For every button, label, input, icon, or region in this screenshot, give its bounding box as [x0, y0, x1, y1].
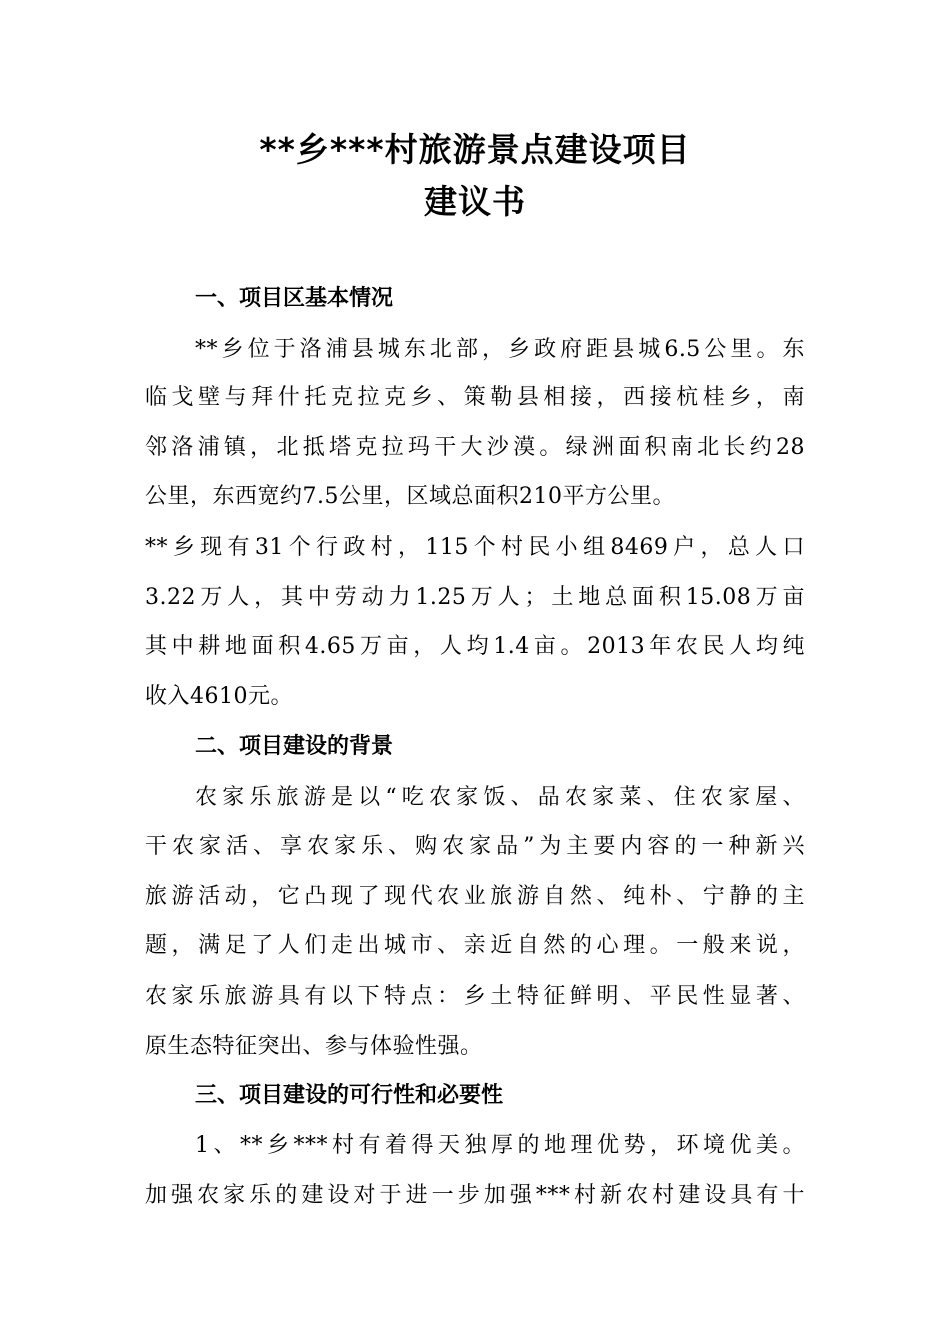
paragraph-line: **乡现有31个行政村，115个村民小组8469户，总人口: [145, 535, 805, 560]
paragraph-line: 其中耕地面积4.65万亩，人均1.4亩。2013年农民人均纯: [145, 634, 805, 659]
section-heading-3: 三、项目建设的可行性和必要性: [195, 1083, 504, 1108]
paragraph-line: 1、**乡***村有着得天独厚的地理优势，环境优美。: [195, 1133, 805, 1158]
section-heading-1: 一、项目区基本情况: [195, 286, 394, 311]
paragraph-line: 临戈壁与拜什托克拉克乡、策勒县相接，西接杭桂乡，南: [145, 385, 805, 410]
paragraph-line: **乡位于洛浦县城东北部，乡政府距县城6.5公里。东: [195, 337, 805, 362]
document-subtitle: 建议书: [424, 182, 526, 221]
paragraph-line: 加强农家乐的建设对于进一步加强***村新农村建设具有十: [145, 1183, 805, 1208]
section-heading-2: 二、项目建设的背景: [195, 734, 394, 759]
paragraph-line: 邻洛浦镇，北抵塔克拉玛干大沙漠。绿洲面积南北长约28: [145, 435, 805, 460]
paragraph-line: 公里，东西宽约7.5公里，区域总面积210平方公里。: [145, 484, 675, 509]
paragraph-line: 农家乐旅游具有以下特点：乡土特征鲜明、平民性显著、: [145, 984, 805, 1009]
document-title: **乡***村旅游景点建设项目: [259, 130, 691, 169]
paragraph-line: 原生态特征突出、参与体验性强。: [145, 1034, 483, 1059]
paragraph-line: 3.22万人，其中劳动力1.25万人；土地总面积15.08万亩: [145, 585, 805, 610]
paragraph-line: 农家乐旅游是以“吃农家饭、品农家菜、住农家屋、: [195, 785, 805, 810]
paragraph-line: 旅游活动，它凸现了现代农业旅游自然、纯朴、宁静的主: [145, 884, 805, 909]
paragraph-line: 干农家活、享农家乐、购农家品”为主要内容的一种新兴: [145, 834, 805, 859]
paragraph-line: 题，满足了人们走出城市、亲近自然的心理。一般来说，: [145, 933, 805, 958]
paragraph-line: 收入4610元。: [145, 684, 293, 709]
